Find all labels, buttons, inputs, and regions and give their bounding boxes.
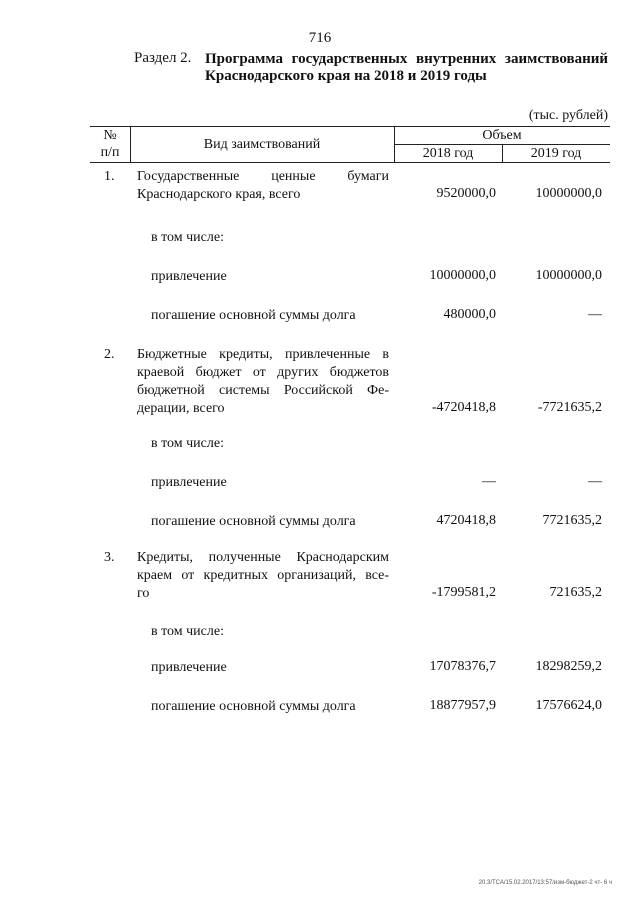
- section-title-line2: Краснодарского края на 2018 и 2019 годы: [205, 68, 487, 84]
- repayment-label: погашение основной суммы долга: [151, 699, 356, 714]
- row-name-line: бюджетной системы Российской Фе-: [137, 383, 389, 398]
- section-prefix: Раздел 2.: [134, 50, 192, 66]
- attraction-2019: 10000000,0: [535, 268, 602, 283]
- including-label: в том числе:: [151, 436, 224, 451]
- row-name-line: дерации, всего: [137, 401, 225, 416]
- attraction-2019: —: [588, 474, 602, 489]
- row-name-line: Государственные ценные бумаги: [137, 169, 389, 184]
- repayment-label: погашение основной суммы долга: [151, 308, 356, 323]
- total-2018: -4720418,8: [431, 400, 496, 415]
- total-2019: 721635,2: [549, 585, 602, 600]
- attraction-label: привлечение: [151, 660, 227, 675]
- including-label: в том числе:: [151, 624, 224, 639]
- header-num-line1: №: [103, 128, 117, 143]
- repayment-2018: 480000,0: [443, 307, 496, 322]
- row-name-line: Кредиты, полученные Краснодарским: [137, 550, 389, 565]
- attraction-label: привлечение: [151, 269, 227, 284]
- header-type: Вид заимствований: [203, 137, 321, 152]
- page-number: 716: [308, 30, 332, 46]
- header-top-border: [90, 126, 610, 127]
- attraction-2018: 10000000,0: [429, 268, 496, 283]
- repayment-2019: 7721635,2: [542, 513, 602, 528]
- row-name-line: го: [137, 586, 150, 601]
- header-volume: Объем: [482, 128, 522, 143]
- footer-stamp: 20.3/ТСА/15.02.2017/13:57/изм-бюджет-2 чт- 6 ч: [478, 880, 612, 886]
- attraction-2018: —: [482, 474, 496, 489]
- units-label: (тыс. рублей): [528, 108, 608, 123]
- attraction-label: привлечение: [151, 475, 227, 490]
- attraction-2019: 18298259,2: [535, 659, 602, 674]
- header-num-line2: п/п: [100, 145, 120, 160]
- repayment-2018: 18877957,9: [429, 698, 496, 713]
- row-name-line: краевой бюджет от других бюджетов: [137, 365, 389, 380]
- row-number: 3.: [104, 550, 115, 565]
- row-name-line: Бюджетные кредиты, привлеченные в: [137, 347, 389, 362]
- total-2019: -7721635,2: [537, 400, 602, 415]
- row-name-line: краем от кредитных организаций, все-: [137, 568, 389, 583]
- total-2018: -1799581,2: [431, 585, 496, 600]
- total-2019: 10000000,0: [535, 186, 602, 201]
- repayment-2019: —: [588, 307, 602, 322]
- including-label: в том числе:: [151, 230, 224, 245]
- section-title-line1: Программа государственных внутренних заимствований: [205, 51, 608, 67]
- header-bottom-border: [90, 162, 610, 163]
- row-number: 1.: [104, 169, 115, 184]
- repayment-label: погашение основной суммы долга: [151, 514, 356, 529]
- total-2018: 9520000,0: [436, 186, 496, 201]
- row-number: 2.: [104, 347, 115, 362]
- header-year-2018: 2018 год: [422, 146, 474, 161]
- repayment-2019: 17576624,0: [535, 698, 602, 713]
- header-year-2019: 2019 год: [530, 146, 582, 161]
- attraction-2018: 17078376,7: [429, 659, 496, 674]
- row-name-line: Краснодарского края, всего: [137, 187, 301, 202]
- repayment-2018: 4720418,8: [436, 513, 496, 528]
